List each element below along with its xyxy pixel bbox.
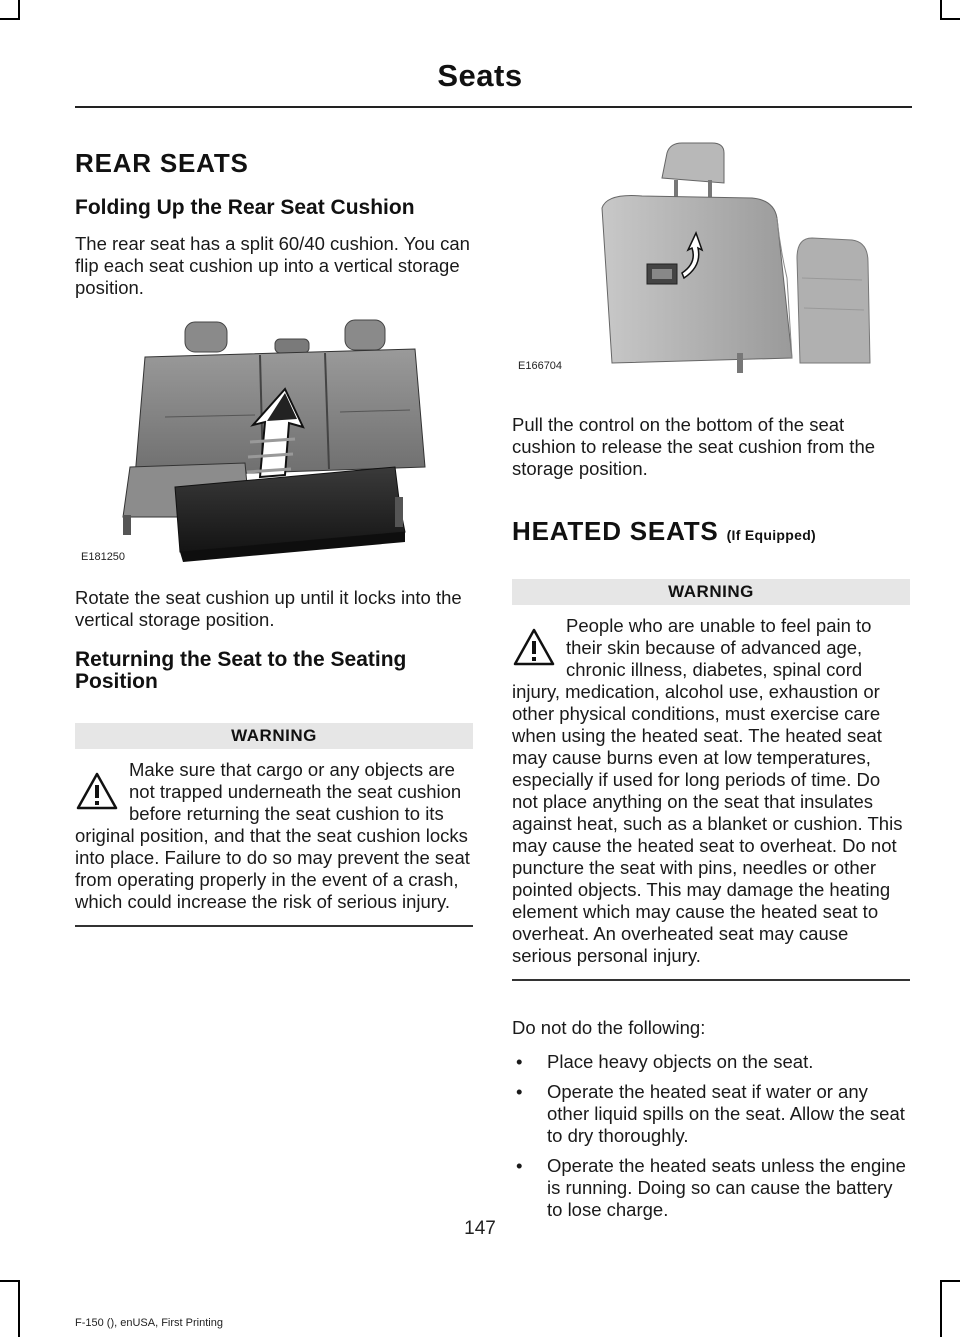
bullet-icon: • <box>516 1155 523 1176</box>
page-header-title: Seats <box>437 58 523 93</box>
crop-mark <box>940 1280 960 1282</box>
if-equipped-label: (If Equipped) <box>726 527 817 543</box>
warning-rule <box>512 979 910 981</box>
crop-mark <box>0 18 20 20</box>
crop-mark <box>940 18 960 20</box>
crop-mark <box>18 0 20 20</box>
seat-release-illustration <box>512 138 910 376</box>
crop-mark <box>18 1280 20 1337</box>
list-item <box>512 1155 910 1221</box>
page-number: 147 <box>464 1218 496 1239</box>
warning-header: WARNING <box>75 723 473 749</box>
subheading-returning-seat: Returning the Seat to the Seating Position <box>75 648 407 693</box>
figure-rear-seat-fold <box>75 317 473 567</box>
warning-header: WARNING <box>512 579 910 605</box>
section-title-rear-seats: REAR SEATS <box>75 148 249 178</box>
crop-mark <box>940 0 942 20</box>
warning-triangle-icon <box>512 627 556 667</box>
footer-text: F-150 (), enUSA, First Printing <box>75 1317 223 1329</box>
warning-text: People who are unable to feel pain to their skin because of advanced age, chronic illness, diabetes, spinal cord injury, medication, alcohol use, exhaustion or other physical conditions, must exercise care when using the heated seat. The heated seat may cause burns even at low temperatures, especially if used for long periods of time. Do not place anything on the seat that insulates against heat, such as a blanket or cushion. This may cause the heated seat to overheat. Do not puncture the seat with pins, needles or other pointed objects. This may damage the heating element which may cause the heated seat to overheat. An overheated seat may cause serious personal injury. <box>512 615 903 966</box>
paragraph-do-not: Do not do the following: <box>512 1017 706 1038</box>
subheading-folding-up: Folding Up the Rear Seat Cushion <box>75 196 415 219</box>
warning-box <box>512 615 910 967</box>
warning-box <box>75 759 473 913</box>
figure-id: E181250 <box>81 551 126 563</box>
paragraph-rotate-cushion: Rotate the seat cushion up until it locks into the vertical storage position. <box>75 587 462 630</box>
heated-seats-title: HEATED SEATS <box>512 516 719 546</box>
figure-id: E166704 <box>518 360 563 372</box>
bullet-icon: • <box>516 1051 523 1072</box>
left-column <box>75 140 473 927</box>
header-rule <box>75 106 912 108</box>
crop-mark <box>940 1280 942 1337</box>
bullet-list <box>512 1051 910 1221</box>
paragraph-split-cushion: The rear seat has a split 60/40 cushion. You can flip each seat cushion up into a vertical storage position. <box>75 233 470 298</box>
warning-text: Make sure that cargo or any objects are not trapped underneath the seat cushion before returning the seat cushion to its original position, and that the seat cushion locks into place. Failure to do so may prevent the seat from operating properly in the event of a crash, which could increase the risk of serious injury. <box>75 759 470 912</box>
right-column <box>512 138 910 1229</box>
list-item <box>512 1081 910 1147</box>
warning-triangle-icon <box>75 771 119 811</box>
list-item-text: Place heavy objects on the seat. <box>547 1051 814 1072</box>
list-item-text: Operate the heated seat if water or any other liquid spills on the seat. Allow the seat to dry thoroughly. <box>547 1081 905 1146</box>
paragraph-pull-control: Pull the control on the bottom of the seat cushion to release the seat cushion from the storage position. <box>512 414 876 479</box>
rear-seat-illustration <box>75 317 473 567</box>
bullet-icon: • <box>516 1081 523 1102</box>
crop-mark <box>0 1280 20 1282</box>
figure-seat-release <box>512 138 910 376</box>
warning-rule <box>75 925 473 927</box>
section-title-heated-seats <box>512 516 910 547</box>
list-item-text: Operate the heated seats unless the engine is running. Doing so can cause the battery to lose charge. <box>547 1155 906 1220</box>
list-item <box>512 1051 910 1073</box>
